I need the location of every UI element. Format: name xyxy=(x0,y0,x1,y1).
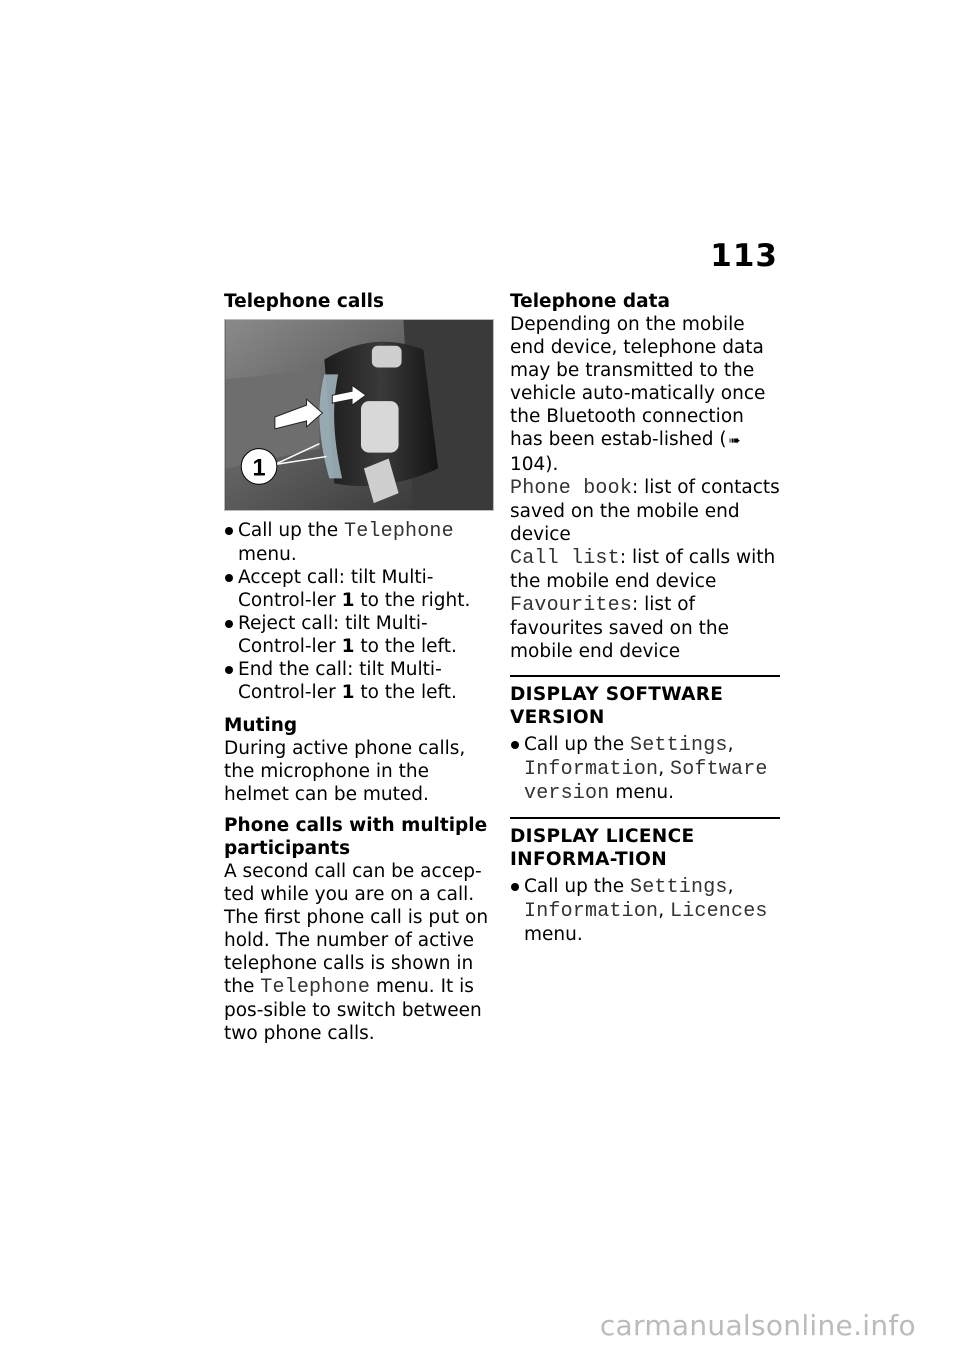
favourites-item: Favourites: list of favourites saved on the mobile end device xyxy=(510,594,729,662)
list-item: Call up the Settings, Information, Licences menu. xyxy=(510,875,780,946)
phone-book-item: Phone book: list of contacts saved on the mobile end device xyxy=(510,477,780,545)
muting-heading: Muting xyxy=(224,715,298,736)
page-number: 113 xyxy=(710,238,778,274)
right-column xyxy=(510,290,780,956)
software-heading: DISPLAY SOFTWARE VERSION xyxy=(510,675,780,729)
page-reference-arrow-icon: ➠ xyxy=(728,433,741,449)
software-section xyxy=(510,675,780,805)
callout-1-label: 1 xyxy=(252,454,266,482)
multi-controller-photo xyxy=(224,319,494,511)
list-item: Call up the Telephone menu. xyxy=(224,519,496,566)
multi-heading: Phone calls with multiple participants xyxy=(224,815,488,859)
licence-section xyxy=(510,817,780,946)
telephone-calls-heading: Telephone calls xyxy=(224,291,385,312)
list-item: Accept call: tilt Multi-Control-ler 1 to the right. xyxy=(224,566,496,612)
list-item: Call up the Settings, Information, Software version menu. xyxy=(510,733,780,805)
telephone-data-heading: Telephone data xyxy=(510,291,670,312)
watermark: carmanualsonline.info xyxy=(599,1309,916,1342)
telephone-bullets xyxy=(224,519,496,704)
muting-text: During active phone calls, the microphone in the helmet can be muted. xyxy=(224,738,466,805)
list-item: End the call: tilt Multi-Control-ler 1 to the left. xyxy=(224,658,496,704)
multi-text: A second call can be accep-ted while you are on a call. The first phone call is put on hold. The number of active telephone calls is shown in the Telephone menu. It is pos-sible to switch between two phone calls. xyxy=(224,861,489,1044)
list-item: Reject call: tilt Multi-Control-ler 1 to the left. xyxy=(224,612,496,658)
telephone-data-text: Depending on the mobile end device, telephone data may be transmitted to the vehicle auto-matically once the Bluetooth connection has been estab-lished ( ➠104). xyxy=(510,314,766,475)
licence-heading: DISPLAY LICENCE INFORMA-TION xyxy=(510,817,780,871)
left-column xyxy=(224,290,496,1053)
call-list-item: Call list: list of calls with the mobile end device xyxy=(510,547,776,592)
